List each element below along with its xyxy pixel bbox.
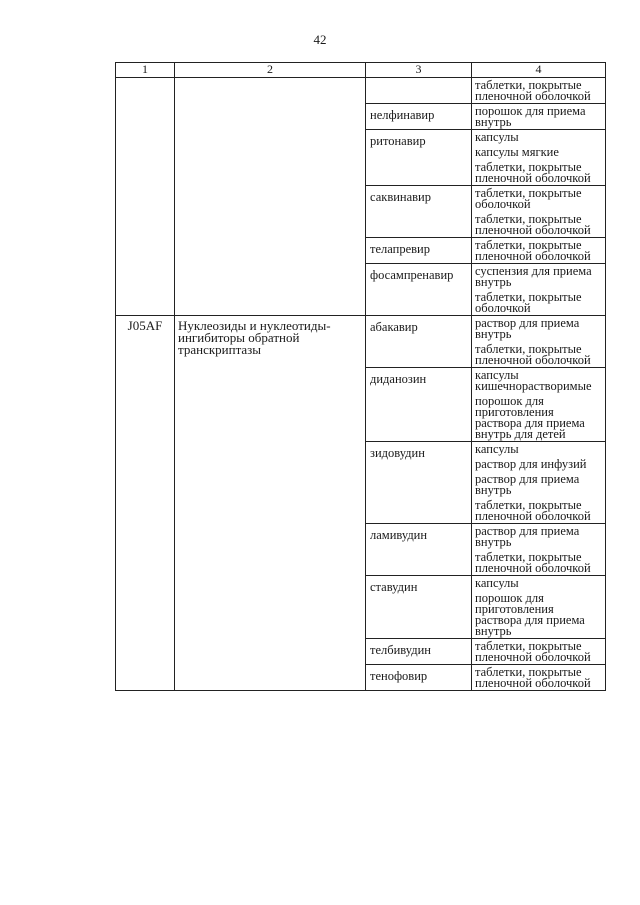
dosage-form: таблетки, покрытые оболочкой xyxy=(475,290,582,315)
dosage-form: раствор для инфузий xyxy=(475,457,587,471)
dosage-form: таблетки, покрытые пленочной оболочкой xyxy=(475,212,591,237)
dosage-form: капсулы xyxy=(475,130,519,144)
dosage-form: таблетки, покрытые пленочной оболочкой xyxy=(475,550,591,575)
dosage-form: таблетки, покрытые пленочной оболочкой xyxy=(475,639,591,664)
drug-table xyxy=(115,62,606,691)
drug-name: тенофовир xyxy=(366,665,472,691)
table-row xyxy=(116,316,606,368)
column-header: 2 xyxy=(175,63,366,78)
dosage-forms xyxy=(472,368,606,442)
drug-name: телапревир xyxy=(366,238,472,264)
dosage-form: таблетки, покрытые пленочной оболочкой xyxy=(475,342,591,367)
dosage-form: раствор для приема внутрь xyxy=(475,524,580,549)
table-body xyxy=(116,78,606,691)
dosage-form: капсулы мягкие xyxy=(475,145,559,159)
drug-name: телбивудин xyxy=(366,639,472,665)
drug-name: зидовудин xyxy=(366,442,472,524)
dosage-form: таблетки, покрытые оболочкой xyxy=(475,186,582,211)
dosage-form: раствор для приема внутрь xyxy=(475,316,580,341)
drug-name: саквинавир xyxy=(366,186,472,238)
column-header: 1 xyxy=(116,63,175,78)
column-header: 4 xyxy=(472,63,606,78)
drug-name: ставудин xyxy=(366,576,472,639)
dosage-form: суспензия для приема внутрь xyxy=(475,264,592,289)
drug-name: фосампренавир xyxy=(366,264,472,316)
dosage-form: раствор для приема внутрь xyxy=(475,472,580,497)
page-number: 42 xyxy=(313,32,327,47)
dosage-forms xyxy=(472,186,606,238)
dosage-form: порошок для приготовления раствора для приема внутрь для детей xyxy=(475,394,585,441)
dosage-forms xyxy=(472,104,606,130)
dosage-form: таблетки, покрытые пленочной оболочкой xyxy=(475,498,591,523)
group-name-cell xyxy=(175,78,366,316)
dosage-forms xyxy=(472,665,606,691)
dosage-form: порошок для приема внутрь xyxy=(475,104,586,129)
dosage-forms xyxy=(472,576,606,639)
dosage-form: капсулы xyxy=(475,442,519,456)
dosage-forms xyxy=(472,238,606,264)
dosage-form: таблетки, покрытые пленочной оболочкой xyxy=(475,160,591,185)
dosage-forms xyxy=(472,78,606,104)
drug-name: нелфинавир xyxy=(366,104,472,130)
dosage-form: таблетки, покрытые пленочной оболочкой xyxy=(475,78,591,103)
dosage-form: порошок для приготовления раствора для приема внутрь xyxy=(475,591,585,638)
atc-code: J05AF xyxy=(116,316,175,691)
drug-name: абакавир xyxy=(366,316,472,368)
dosage-forms xyxy=(472,524,606,576)
column-header: 3 xyxy=(366,63,472,78)
dosage-form: таблетки, покрытые пленочной оболочкой xyxy=(475,238,591,263)
dosage-forms xyxy=(472,130,606,186)
drug-name: ритонавир xyxy=(366,130,472,186)
table-header-row xyxy=(116,63,606,78)
dosage-form: капсулы кишечнорастворимые xyxy=(475,368,592,393)
drug-name: диданозин xyxy=(366,368,472,442)
dosage-forms xyxy=(472,264,606,316)
drug-name xyxy=(366,78,472,104)
dosage-form: капсулы xyxy=(475,576,519,590)
table-row xyxy=(116,78,606,104)
atc-code-cell xyxy=(116,78,175,316)
drug-name: ламивудин xyxy=(366,524,472,576)
dosage-forms xyxy=(472,639,606,665)
dosage-forms xyxy=(472,316,606,368)
dosage-forms xyxy=(472,442,606,524)
group-name: Нуклеозиды и нуклеотиды-ингибиторы обратной транскриптазы xyxy=(175,316,366,691)
dosage-form: таблетки, покрытые пленочной оболочкой xyxy=(475,665,591,690)
